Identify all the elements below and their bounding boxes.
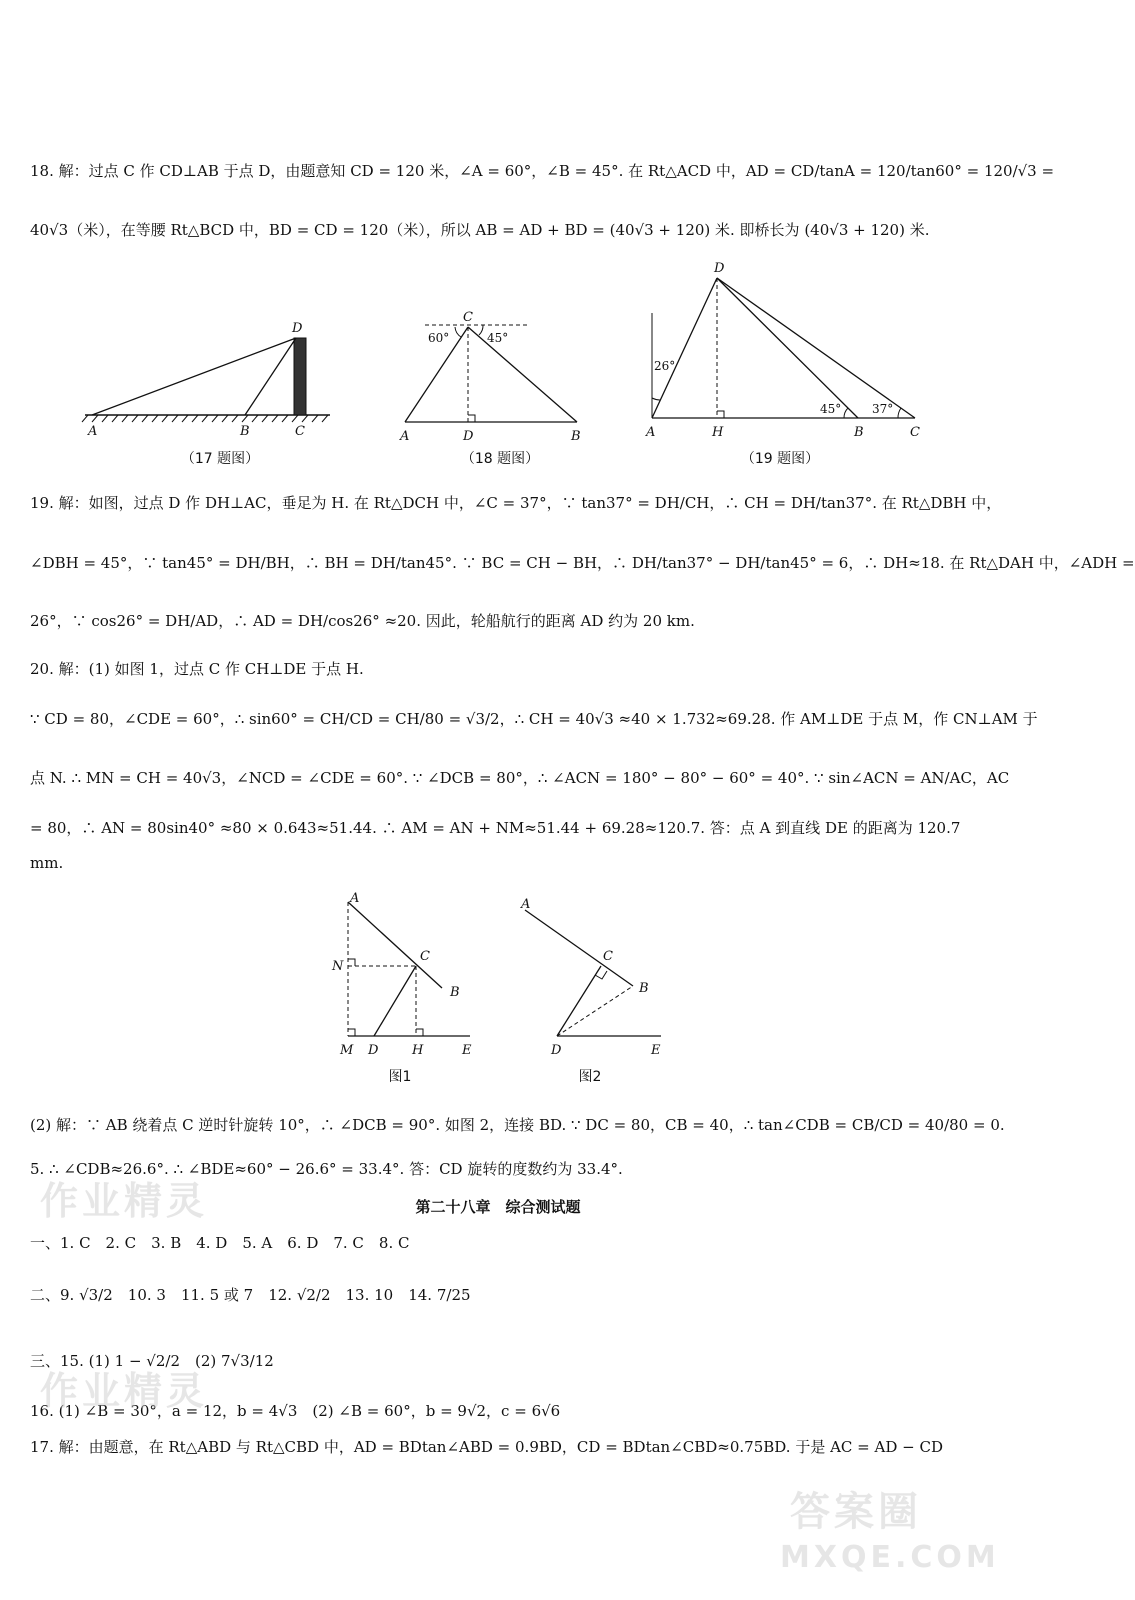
answer-line-3: 三、15. (1) 1 − √2/2 (2) 7√3/12 (30, 1352, 274, 1370)
answer-line-2: 二、9. √3/2 10. 3 11. 5 或 7 12. √2/2 13. 10 14. 7/25 (30, 1286, 471, 1304)
watermark-2: 作业精灵 (40, 1369, 209, 1413)
fig1-label-e: E (462, 1043, 472, 1058)
text-line-12: 5. ∴ ∠CDB≈26.6°. ∴ ∠BDE≈60° − 26.6° = 33.4°. 答：CD 旋转的度数约为 33.4°. (30, 1160, 623, 1178)
answer-line-4: 16. (1) ∠B = 30°，a = 12，b = 4√3 (2) ∠B = 60°，b = 9√2，c = 6√6 (30, 1402, 561, 1420)
fig18-label-b: B (571, 429, 581, 444)
figure-17 (80, 310, 340, 440)
fig19-angle-37: 37° (872, 402, 894, 416)
caption-fig2: 图2 (578, 1069, 602, 1085)
fig19-label-d: D (714, 261, 725, 276)
text-line-11: (2) 解：∵ AB 绕着点 C 逆时针旋转 10°，∴ ∠DCB = 90°. 如图 2，连接 BD. ∵ DC = 80，CB = 40，∴ tan∠CDB = CB/CD = 40/80 = 0. (30, 1116, 1005, 1134)
text-line-4: ∠DBH = 45°，∵ tan45° = DH/BH，∴ BH = DH/tan45°. ∵ BC = CH − BH，∴ DH/tan37° − DH/tan45° = 6，∴ DH≈18. 在 Rt△DAH 中，∠ADH = (30, 554, 1135, 572)
fig19-angle-45: 45° (820, 402, 842, 416)
fig18-angle-60: 60° (428, 331, 450, 345)
caption-fig18: （18 题图） (460, 451, 540, 467)
fig19-label-c: C (910, 425, 920, 440)
text-line-2: 40√3（米），在等腰 Rt△BCD 中，BD = CD = 120（米），所以 AB = AD + BD = (40√3 + 120) 米. 即桥长为 (40√3 + 120) 米. (30, 221, 930, 239)
fig2-label-e: E (651, 1043, 661, 1058)
text-line-5: 26°，∵ cos26° = DH/AD，∴ AD = DH/cos26° ≈20. 因此，轮船航行的距离 AD 约为 20 km. (30, 612, 695, 630)
fig17-label-b: B (240, 424, 250, 439)
text-line-1: 18. 解：过点 C 作 CD⊥AB 于点 D，由题意知 CD = 120 米，∠A = 60°，∠B = 45°. 在 Rt△ACD 中，AD = CD/tanA = 120/tan60° = 120/√3 = (30, 162, 1055, 180)
fig19-label-b: B (854, 425, 864, 440)
caption-fig1: 图1 (388, 1069, 412, 1085)
fig1-label-h: H (412, 1043, 424, 1058)
fig18-label-c: C (463, 310, 473, 325)
answer-line-5: 17. 解：由题意，在 Rt△ABD 与 Rt△CBD 中，AD = BDtan∠ABD = 0.9BD，CD = BDtan∠CBD≈0.75BD. 于是 AC = AD − CD (30, 1438, 943, 1456)
caption-fig17: （17 题图） (180, 451, 260, 467)
figure-1 (330, 890, 490, 1065)
fig18-label-d: D (463, 429, 474, 444)
fig1-label-m: M (340, 1043, 354, 1058)
fig1-label-c: C (420, 949, 430, 964)
fig18-angle-45: 45° (487, 331, 509, 345)
text-line-10: mm. (30, 854, 64, 872)
fig1-label-n: N (332, 959, 344, 974)
fig2-label-b: B (639, 981, 649, 996)
fig1-label-d: D (368, 1043, 379, 1058)
figure-19 (640, 258, 930, 448)
fig19-label-a: A (646, 425, 656, 440)
fig2-label-a: A (521, 897, 531, 912)
watermark-1: 作业精灵 (40, 1179, 209, 1223)
text-line-7: ∵ CD = 80，∠CDE = 60°，∴ sin60° = CH/CD = CH/80 = √3/2，∴ CH = 40√3 ≈40 × 1.732≈69.28. 作 AM⊥DE 于点 M，作 CN⊥AM 于 (30, 710, 1038, 728)
fig19-label-h: H (712, 425, 724, 440)
fig17-label-a: A (88, 424, 98, 439)
text-line-8: 点 N. ∴ MN = CH = 40√3，∠NCD = ∠CDE = 60°. ∵ ∠DCB = 80°，∴ ∠ACN = 180° − 80° − 60° = 40°. ∵ sin∠ACN = AN/AC，AC (30, 769, 1010, 787)
fig2-label-d: D (551, 1043, 562, 1058)
fig17-label-d: D (292, 321, 303, 336)
fig1-label-b: B (450, 985, 460, 1000)
text-line-3: 19. 解：如图，过点 D 作 DH⊥AC，垂足为 H. 在 Rt△DCH 中，∠C = 37°，∵ tan37° = DH/CH，∴ CH = DH/tan37°. 在 Rt△DBH 中， (30, 494, 1002, 512)
fig18-label-a: A (400, 429, 410, 444)
text-line-6: 20. 解：(1) 如图 1，过点 C 作 CH⊥DE 于点 H. (30, 660, 364, 678)
fig19-angle-26: 26° (654, 359, 676, 373)
figure-18 (395, 305, 595, 445)
fig2-label-c: C (603, 949, 613, 964)
watermark-4: MXQE.COM (780, 1540, 1000, 1575)
figure-2 (515, 890, 675, 1065)
fig17-label-c: C (295, 424, 305, 439)
text-line-9: = 80，∴ AN = 80sin40° ≈80 × 0.643≈51.44. ∴ AM = AN + NM≈51.44 + 69.28≈120.7. 答：点 A 到直线 DE 的距离为 120.7 (30, 819, 961, 837)
answer-line-1: 一、1. C 2. C 3. B 4. D 5. A 6. D 7. C 8. C (30, 1234, 410, 1252)
fig1-label-a: A (350, 891, 360, 906)
watermark-3: 答案圈 (790, 1489, 922, 1535)
caption-fig19: （19 题图） (740, 451, 820, 467)
section-title: 第二十八章 综合测试题 (415, 1198, 581, 1216)
